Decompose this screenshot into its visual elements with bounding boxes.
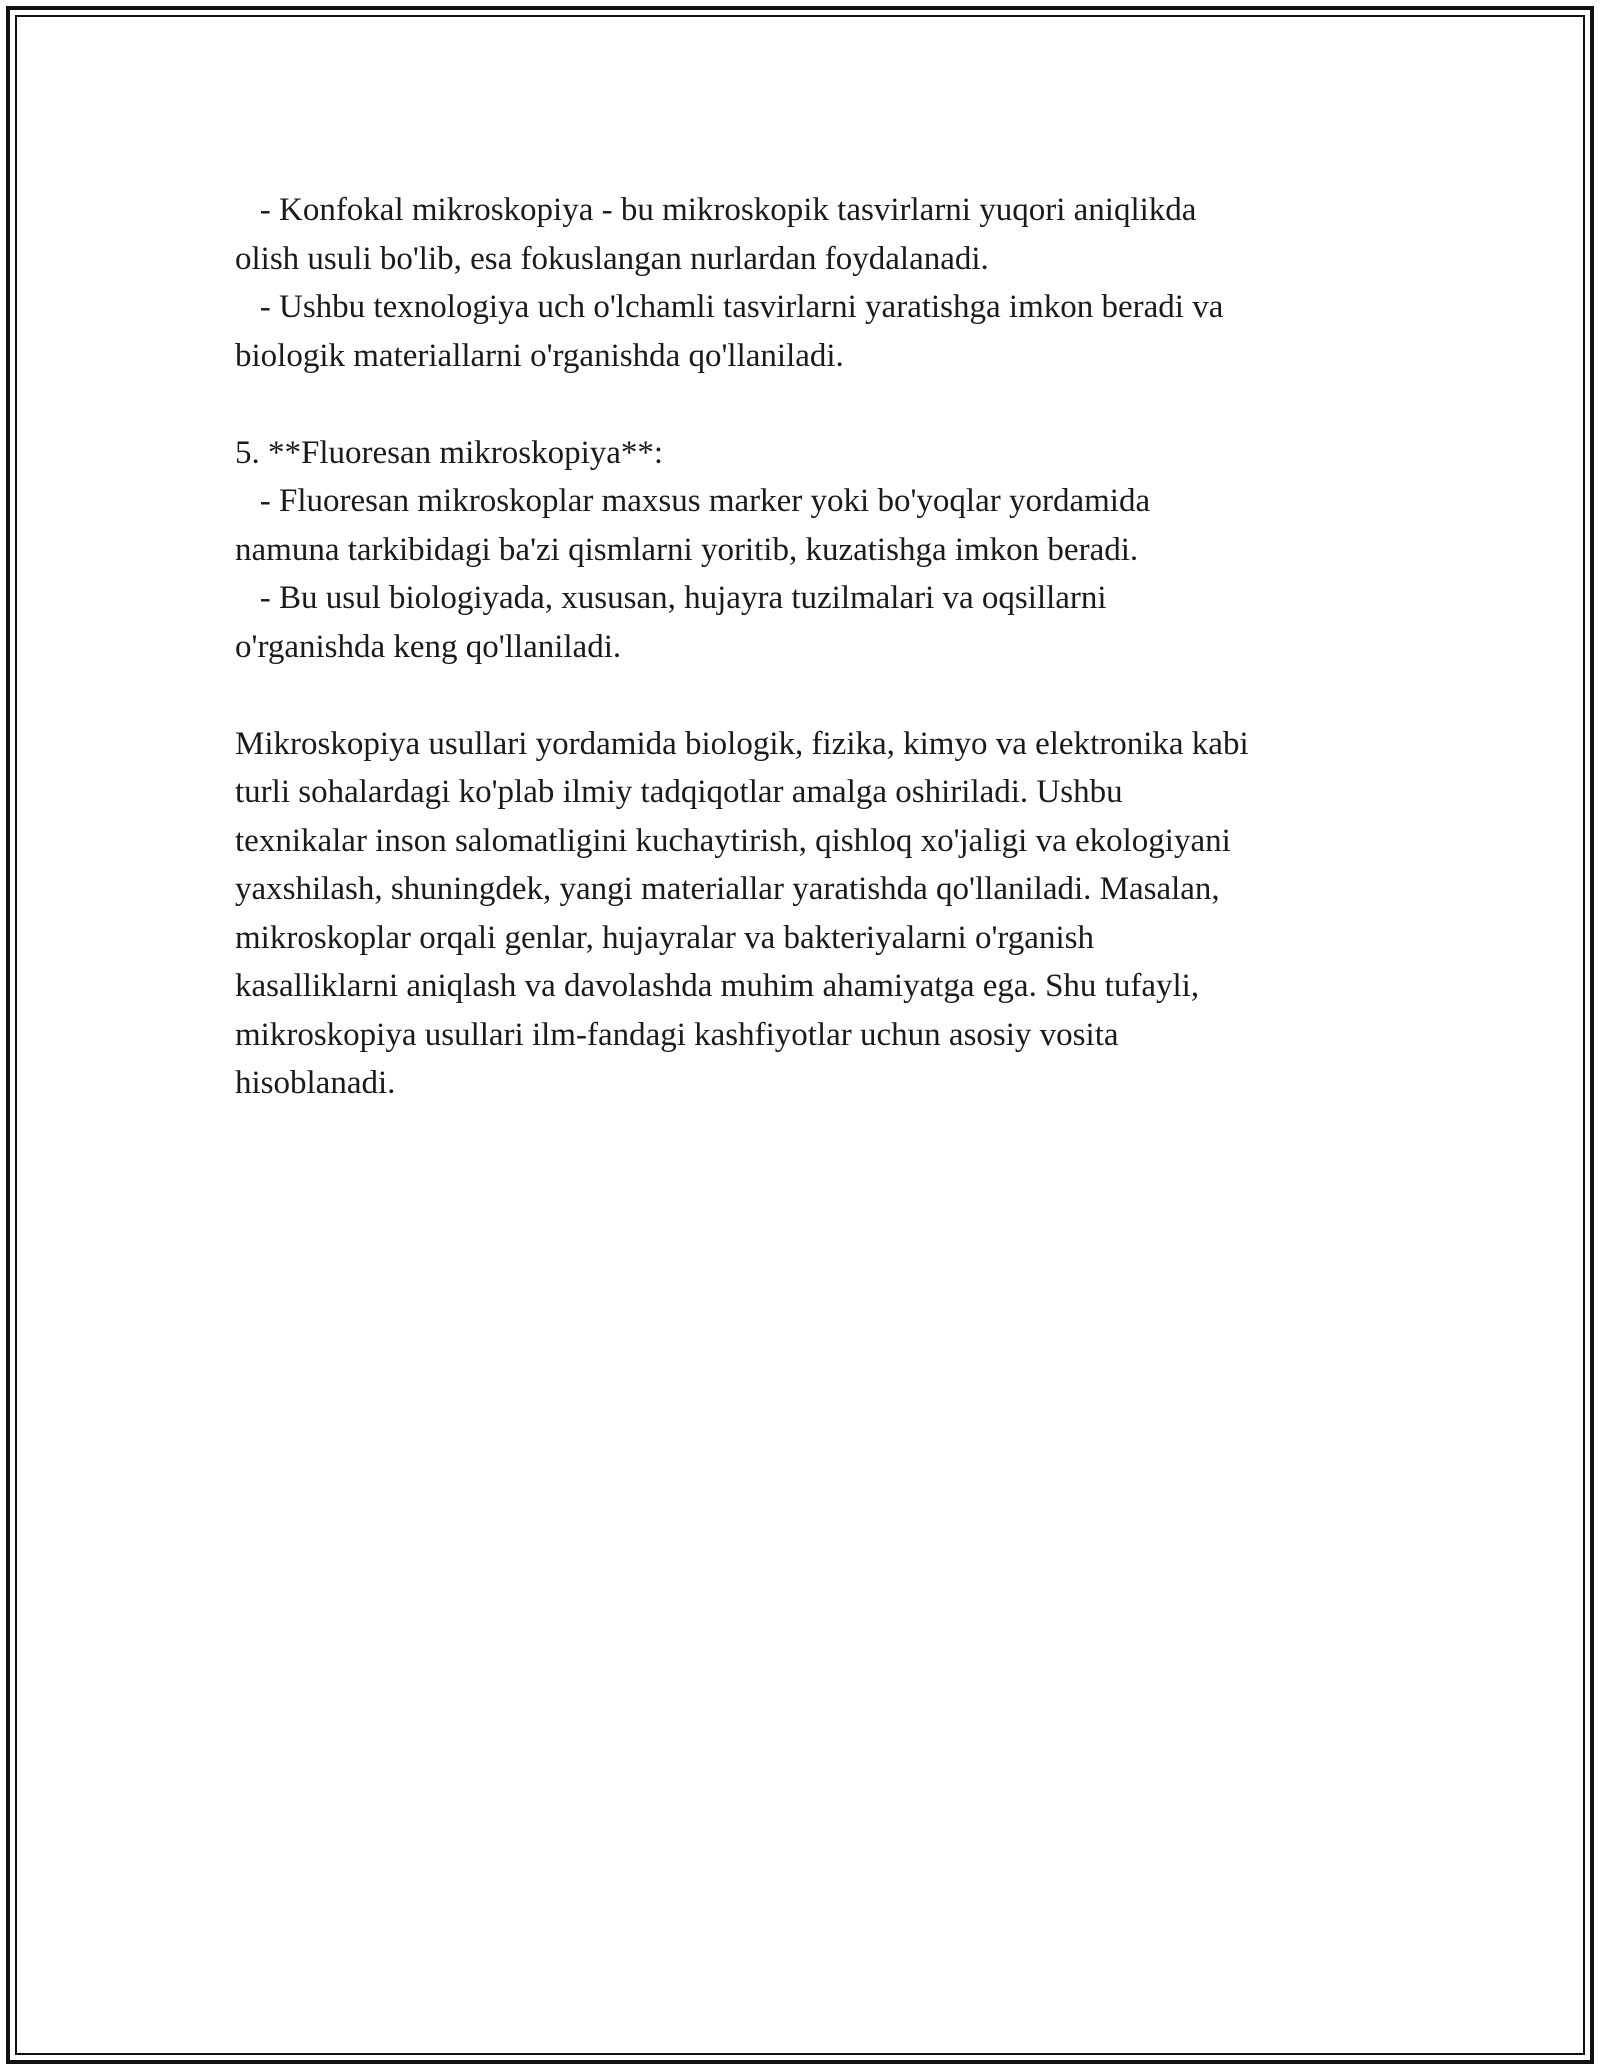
text-line: turli sohalardagi ko'plab ilmiy tadqiqotlar amalga oshiriladi. Ushbu (235, 774, 1123, 810)
paragraph-spacer (235, 380, 1385, 429)
document-body (235, 186, 1385, 1108)
text-line: - Bu usul biologiyada, xususan, hujayra tuzilmalari va oqsillarni (235, 580, 1107, 616)
fluorescence-microscopy-section (235, 429, 1385, 672)
text-line: texnikalar inson salomatligini kuchaytirish, qishloq xo'jaligi va ekologiyani (235, 822, 1231, 859)
text-line: - Fluoresan mikroskoplar maxsus marker yoki bo'yoqlar yordamida (235, 483, 1151, 519)
text-line: olish usuli bo'lib, esa fokuslangan nurlardan foydalanadi. (235, 240, 989, 277)
section-heading: 5. **Fluoresan mikroskopiya**: (235, 434, 664, 471)
text-line: - Ushbu texnologiya uch o'lchamli tasvirlarni yaratishga imkon beradi va (235, 289, 1224, 325)
paragraph-spacer (235, 671, 1385, 720)
confocal-microscopy-section (235, 186, 1385, 380)
text-line: hisoblanadi. (235, 1065, 396, 1101)
text-line: Mikroskopiya usullari yordamida biologik, fizika, kimyo va elektronika kabi (235, 725, 1249, 762)
conclusion-paragraph (235, 720, 1385, 1108)
text-line: biologik materiallarni o'rganishda qo'llaniladi. (235, 337, 844, 374)
text-line: yaxshilash, shuningdek, yangi materiallar yaratishda qo'llaniladi. Masalan, (235, 871, 1220, 907)
text-line: namuna tarkibidagi ba'zi qismlarni yoritib, kuzatishga imkon beradi. (235, 531, 1139, 568)
text-line: - Konfokal mikroskopiya - bu mikroskopik tasvirlarni yuqori aniqlikda (235, 192, 1197, 228)
text-line: mikroskoplar orqali genlar, hujayralar va bakteriyalarni o'rganish (235, 919, 1094, 956)
text-line: o'rganishda keng qo'llaniladi. (235, 628, 622, 665)
text-line: kasalliklarni aniqlash va davolashda muhim ahamiyatga ega. Shu tufayli, (235, 968, 1200, 1004)
text-line: mikroskopiya usullari ilm-fandagi kashfiyotlar uchun asosiy vosita (235, 1016, 1119, 1053)
